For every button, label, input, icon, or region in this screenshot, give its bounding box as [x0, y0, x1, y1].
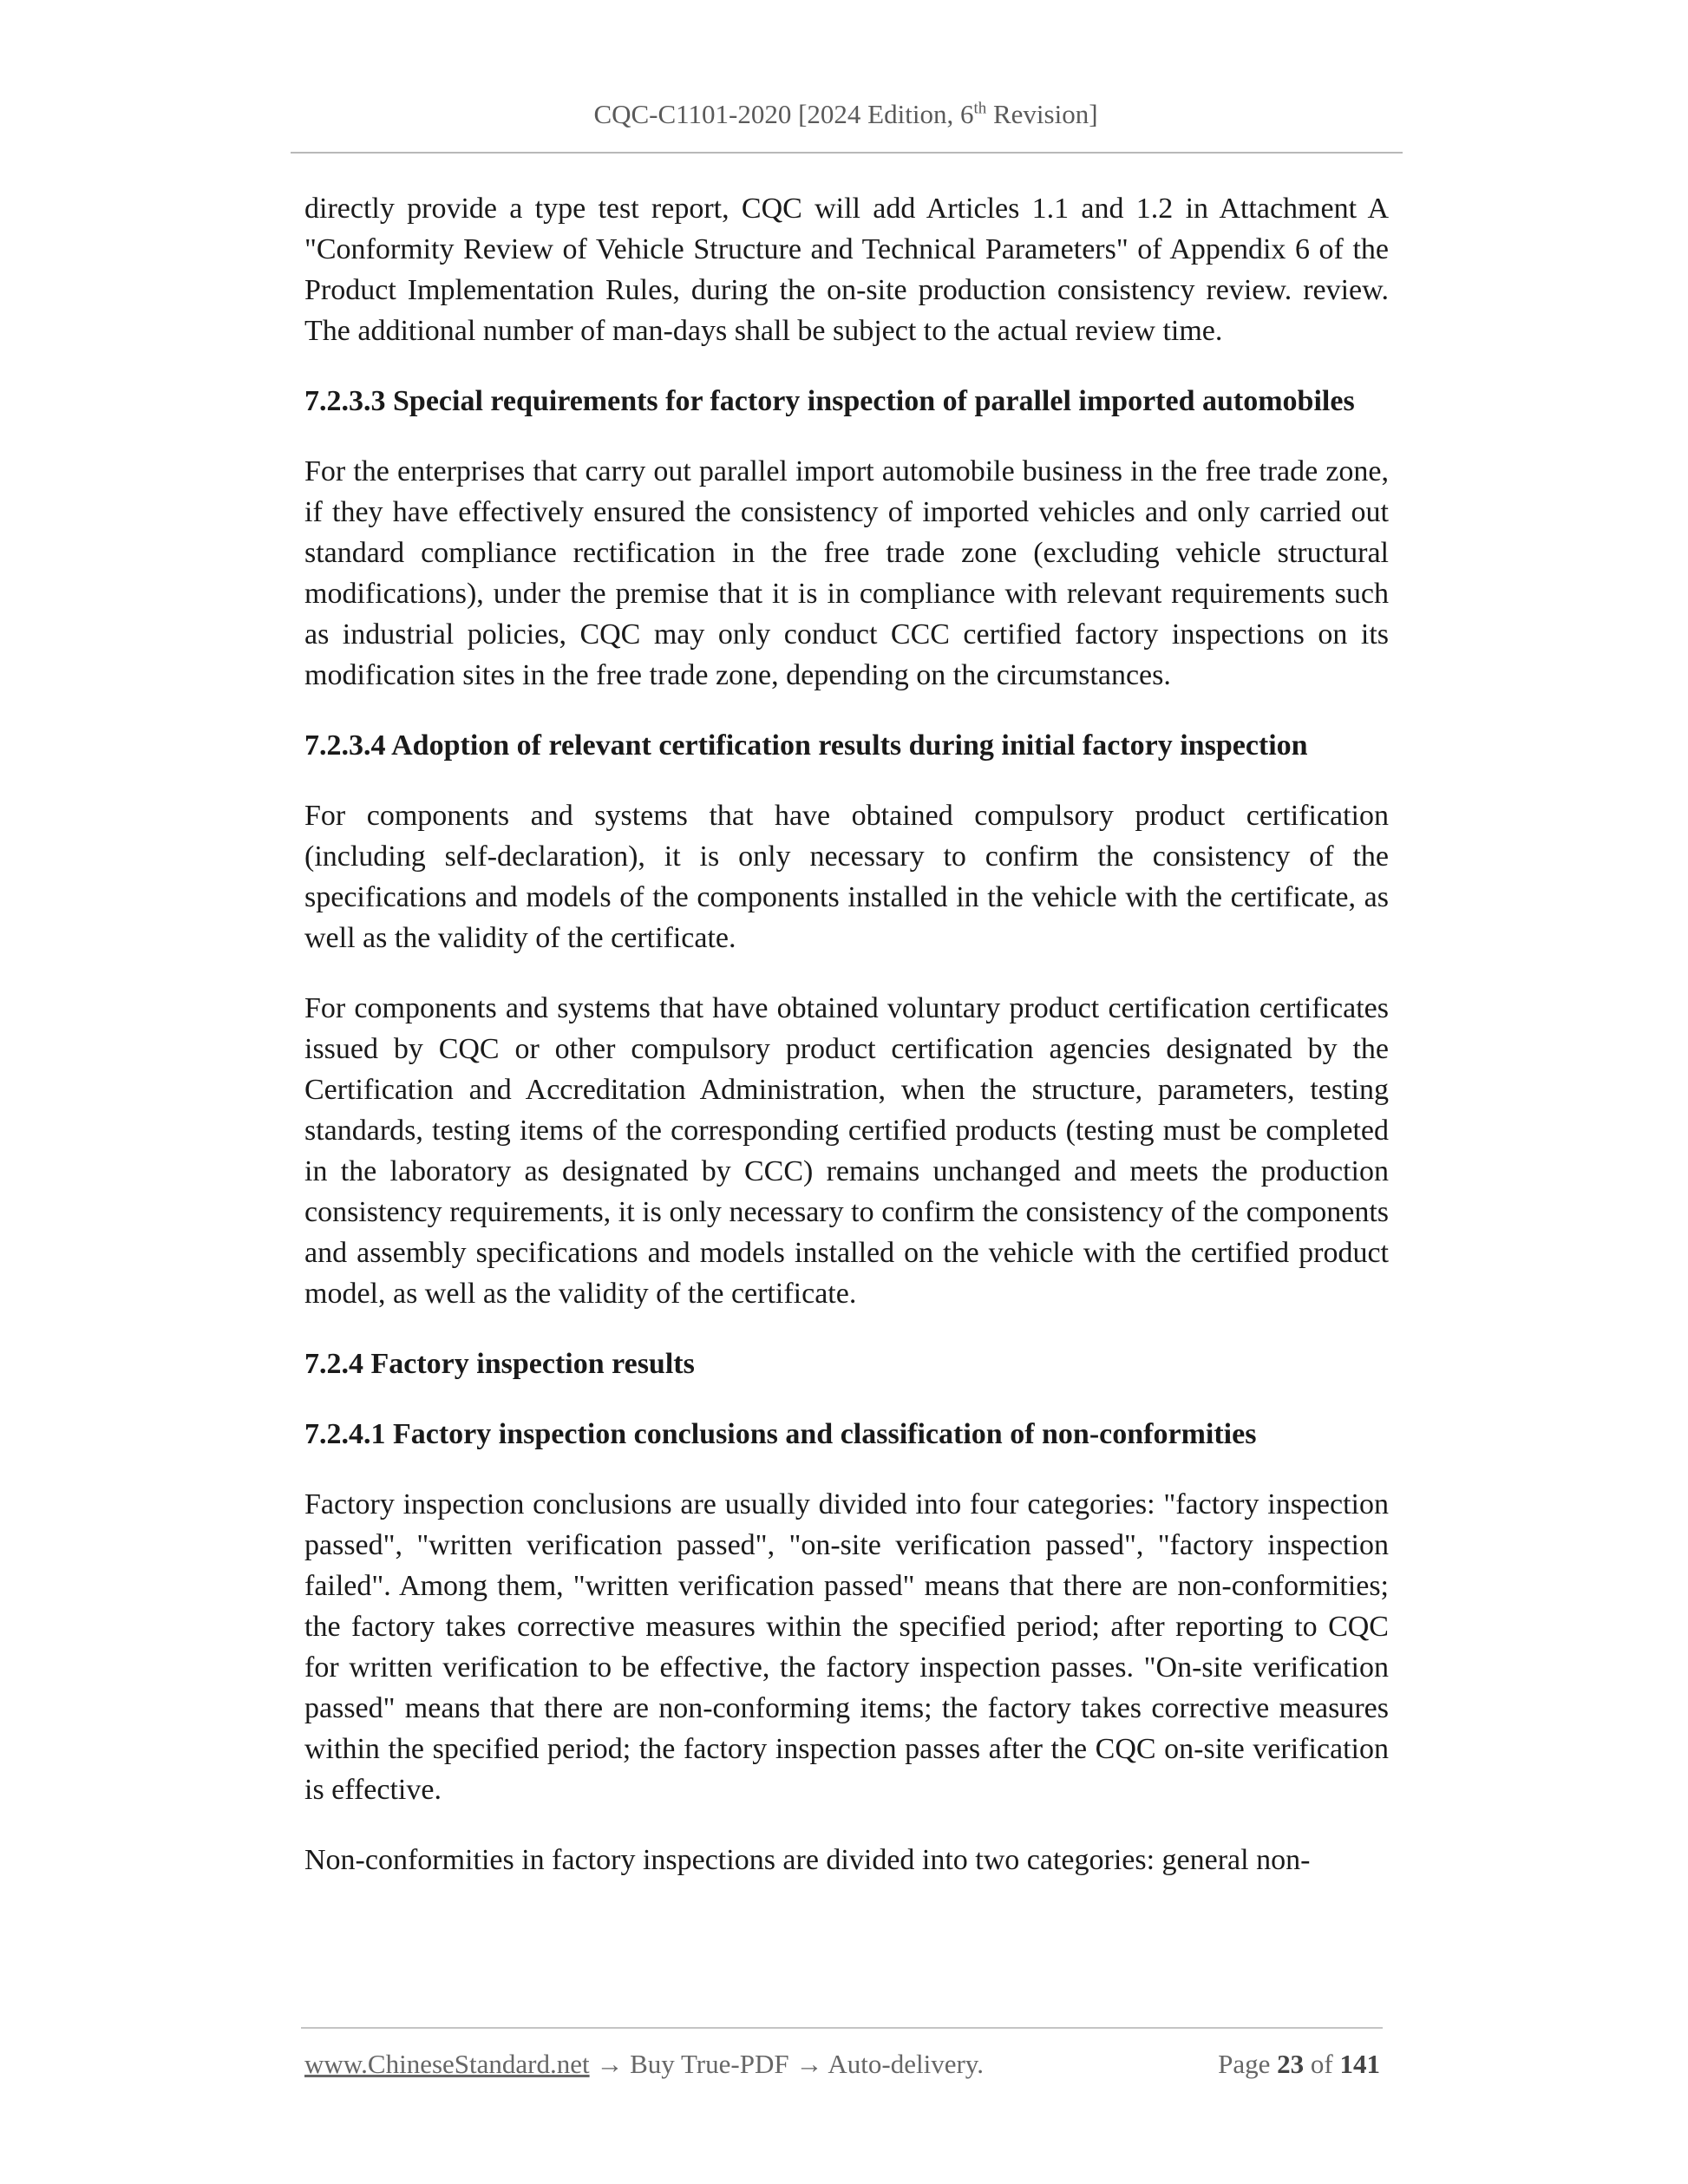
paragraph: For components and systems that have obtained compulsory product certification (including self-declaration), it is only necessary to confirm the consistency of the specifications and models of the components installed in the vehicle with the certificate, as well as the validity of the certificate.	[304, 800, 1389, 954]
auto-delivery-text: Auto-delivery.	[828, 2049, 985, 2079]
paragraph: directly provide a type test report, CQC will add Articles 1.1 and 1.2 in Attachment A "Conformity Review of Vehicle Structure and Technical Parameters" of Appendix 6 of the Product Implementation Rules, during the on-site production consistency review. review. The additional number of man-days shall be subject to the actual review time.	[304, 193, 1389, 347]
footer-promo	[304, 2045, 984, 2083]
header-title-suffix: Revision]	[986, 99, 1098, 129]
section-heading-7-2-4-1: 7.2.4.1 Factory inspection conclusions and classification of non-conformities	[304, 1418, 1257, 1450]
arrow-right-icon: →	[795, 2049, 823, 2079]
section-heading-7-2-4: 7.2.4 Factory inspection results	[304, 1348, 695, 1380]
website-link[interactable]: www.ChineseStandard.net	[304, 2049, 590, 2079]
paragraph: For components and systems that have obtained voluntary product certification certificates issued by CQC or other compulsory product certification agencies designated by the Certification and Accreditation Administration, when the structure, parameters, testing standards, testing items of the corresponding certified products (testing must be completed in the laboratory as designated by CCC) remains unchanged and meets the production consistency requirements, it is only necessary to confirm the consistency of the components and assembly specifications and models installed on the vehicle with the certified product model, as well as the validity of the certificate.	[304, 992, 1389, 1310]
arrow-right-icon: →	[596, 2049, 624, 2079]
footer-divider	[301, 2027, 1383, 2029]
page-header	[291, 97, 1401, 132]
paragraph: Non-conformities in factory inspections are divided into two categories: general non-	[304, 1844, 1311, 1876]
section-heading-7-2-3-4: 7.2.3.4 Adoption of relevant certification results during initial factory inspection	[304, 729, 1308, 762]
header-title: CQC-C1101-2020 [2024 Edition, 6	[593, 99, 974, 129]
total-pages: 141	[1339, 2049, 1380, 2079]
paragraph: For the enterprises that carry out parallel import automobile business in the free trade zone, if they have effectively ensured the consistency of imported vehicles and only carried out standard compliance rectification in the free trade zone (excluding vehicle structural modifications), under the premise that it is in compliance with relevant requirements such as industrial policies, CQC may only conduct CCC certified factory inspections on its modification sites in the free trade zone, depending on the circumstances.	[304, 455, 1389, 691]
page-label: Page	[1218, 2049, 1271, 2079]
of-label: of	[1310, 2049, 1333, 2079]
paragraph: Factory inspection conclusions are usually divided into four categories: "factory inspection passed", "written verification passed", "on-site verification passed", "factory inspection failed". Among them, "written verification passed" means that there are non-conformities; the factory takes corrective measures within the specified period; after reporting to CQC for written verification to be effective, the factory inspection passes. "On-site verification passed" means that there are non-conforming items; the factory takes corrective measures within the specified period; the factory inspection passes after the CQC on-site verification is effective.	[304, 1488, 1389, 1806]
page-footer	[304, 2045, 1380, 2083]
page-number: 23	[1277, 2049, 1305, 2079]
page-indicator	[1218, 2045, 1380, 2083]
document-body	[304, 188, 1389, 1910]
buy-pdf-text: Buy True-PDF	[630, 2049, 789, 2079]
header-superscript: th	[973, 99, 987, 118]
header-divider	[291, 152, 1403, 154]
section-heading-7-2-3-3: 7.2.3.3 Special requirements for factory inspection of parallel imported automobiles	[304, 385, 1355, 417]
